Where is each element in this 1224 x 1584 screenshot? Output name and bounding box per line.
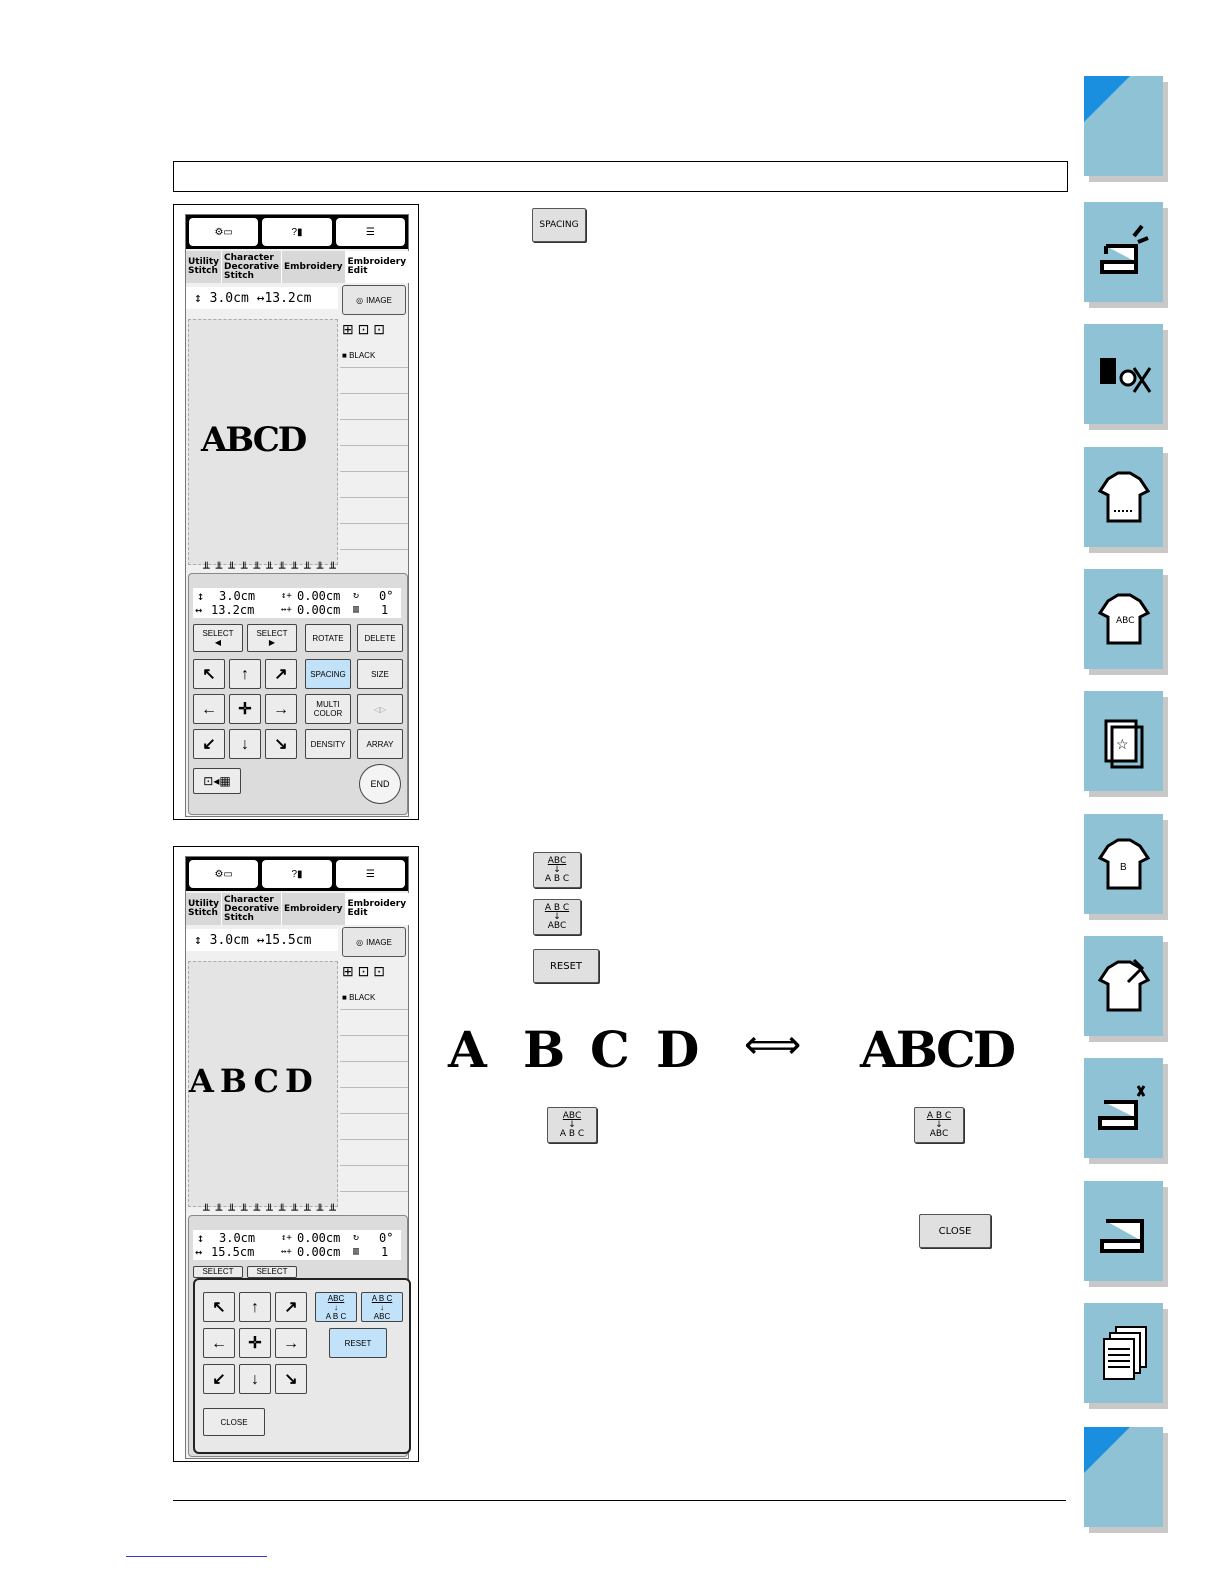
thread-color-list bbox=[340, 319, 408, 563]
height-icon: ↕ bbox=[194, 290, 210, 306]
info-width-icon: ↔ bbox=[195, 603, 203, 617]
info-height-icon: ↕ bbox=[197, 1231, 205, 1245]
spacing-key-callout: SPACING bbox=[532, 208, 586, 242]
size-width: 13.2cm bbox=[264, 290, 312, 306]
shirt-abc-icon bbox=[1094, 583, 1154, 655]
size-height: 3.0cm bbox=[209, 290, 249, 306]
svg-text:B: B bbox=[1120, 862, 1127, 873]
image-label: IMAGE bbox=[366, 295, 392, 305]
example-letter-c: C bbox=[590, 1020, 630, 1079]
chapter-tab-contents[interactable] bbox=[1084, 76, 1163, 176]
tab-utility-stitch[interactable]: Utility Stitch bbox=[186, 893, 222, 925]
sewing-machine-hand-icon bbox=[1094, 216, 1154, 288]
move-down-right-button[interactable]: ↘ bbox=[265, 729, 297, 759]
info-width-icon: ↔ bbox=[195, 1245, 203, 1259]
shirt-icon bbox=[1094, 461, 1154, 533]
move-right-button[interactable]: → bbox=[275, 1328, 307, 1358]
color-row-divider bbox=[340, 549, 408, 550]
width-icon: ↔ bbox=[248, 932, 265, 948]
move-left-button[interactable]: ← bbox=[203, 1328, 235, 1358]
lcd-screen-1 bbox=[185, 214, 409, 817]
move-up-right-button[interactable]: ↗ bbox=[265, 659, 297, 689]
image-label: IMAGE bbox=[366, 937, 392, 947]
move-up-left-button[interactable]: ↖ bbox=[203, 1292, 235, 1322]
thread-color-label: BLACK bbox=[349, 993, 376, 1002]
chapter-tab-embroidery-edit[interactable] bbox=[1084, 814, 1163, 914]
color-row-divider bbox=[340, 1139, 408, 1140]
info-width: 13.2cm bbox=[211, 603, 255, 617]
image-button[interactable] bbox=[342, 285, 406, 315]
hoop-size-icons: ⊞ ⊡ ⊡ bbox=[342, 963, 385, 979]
info-count: 1 bbox=[381, 603, 389, 617]
hoop-icon: ◎ bbox=[356, 295, 364, 305]
sewing-machine-icon bbox=[1094, 1195, 1154, 1267]
pattern-text: ABCD bbox=[189, 1062, 319, 1100]
chapter-tab-threads[interactable] bbox=[1084, 324, 1163, 424]
stitch-presser-icon[interactable]: ⚙▭ bbox=[189, 218, 258, 246]
move-down-left-button[interactable]: ↙ bbox=[193, 729, 225, 759]
double-arrow-icon: ⟺ bbox=[744, 1022, 802, 1068]
color-row-divider bbox=[340, 1113, 408, 1114]
chapter-tab-maintenance[interactable] bbox=[1084, 1058, 1163, 1158]
tab-embroidery[interactable]: Embroidery bbox=[282, 893, 346, 925]
color-row-divider bbox=[340, 1087, 408, 1088]
spacing-dialog bbox=[193, 1278, 411, 1454]
size-button[interactable]: SIZE bbox=[357, 659, 403, 689]
spacing-narrower-key-callout: A B C ↓ ABC bbox=[533, 899, 581, 935]
array-button[interactable]: ARRAY bbox=[357, 729, 403, 759]
spacing-narrower-button[interactable]: A B C ↓ ABC bbox=[361, 1292, 403, 1322]
move-right-button[interactable]: → bbox=[265, 694, 297, 724]
ruler-ticks: ╨╨╨╨╨╨╨╨╨╨╨ bbox=[203, 1204, 342, 1217]
control-panel-1 bbox=[188, 562, 408, 815]
color-row-divider bbox=[340, 1165, 408, 1166]
thread-spool-icon bbox=[1094, 338, 1154, 410]
top-icon-bar bbox=[186, 857, 408, 891]
pattern-info-box bbox=[193, 1230, 401, 1260]
embroidery-frame-icon[interactable]: ⊡◂▦ bbox=[193, 768, 241, 794]
chapter-tab-appendix[interactable] bbox=[1084, 1303, 1163, 1403]
reset-button[interactable]: RESET bbox=[329, 1328, 387, 1358]
info-horizontal-offset-icon: ↔+ bbox=[281, 605, 292, 615]
svg-text:ABC: ABC bbox=[1116, 616, 1135, 626]
select-prev-button: SELECT bbox=[193, 1266, 243, 1278]
density-button[interactable]: DENSITY bbox=[305, 729, 351, 759]
spacing-narrower-key-example: A B C ↓ ABC bbox=[914, 1107, 964, 1143]
corner-marker-icon bbox=[1084, 76, 1130, 122]
tab-character-decorative[interactable]: Character Decorative Stitch bbox=[222, 893, 282, 925]
info-x-offset: 0.00cm bbox=[297, 603, 341, 617]
tab-embroidery-edit[interactable]: Embroidery Edit bbox=[346, 251, 410, 283]
info-count: 1 bbox=[381, 1245, 389, 1259]
settings-page-icon[interactable]: ☰ bbox=[336, 860, 405, 888]
multi-color-button[interactable]: MULTI COLOR bbox=[305, 694, 351, 724]
height-icon: ↕ bbox=[194, 932, 210, 948]
top-icon-bar bbox=[186, 215, 408, 249]
color-row-divider bbox=[340, 1009, 408, 1010]
embroidery-hoop-icon bbox=[1094, 705, 1154, 777]
example-letter-a: A bbox=[448, 1020, 487, 1079]
chapter-tab-character-shirt[interactable] bbox=[1084, 569, 1163, 669]
shirt-edit-icon bbox=[1094, 828, 1154, 900]
info-width: 15.5cm bbox=[211, 1245, 255, 1259]
mode-tabs bbox=[186, 893, 408, 925]
machine-cleaning-icon bbox=[1094, 1072, 1154, 1144]
info-y-offset: 0.00cm bbox=[297, 1231, 341, 1245]
bottom-link-underline[interactable] bbox=[126, 1556, 267, 1557]
section-header-box bbox=[173, 161, 1068, 192]
move-center-button[interactable]: ✛ bbox=[239, 1328, 271, 1358]
move-down-button[interactable]: ↓ bbox=[229, 729, 261, 759]
info-angle: 0° bbox=[379, 1231, 394, 1245]
reset-key-callout: RESET bbox=[533, 949, 599, 983]
move-up-left-button[interactable]: ↖ bbox=[193, 659, 225, 689]
pattern-display-area bbox=[188, 319, 338, 565]
chapter-tab-hoop[interactable] bbox=[1084, 691, 1163, 791]
move-up-button[interactable]: ↑ bbox=[229, 659, 261, 689]
example-letter-b: B bbox=[523, 1020, 566, 1079]
info-angle: 0° bbox=[379, 589, 394, 603]
footer-rule bbox=[173, 1500, 1066, 1501]
stitch-count-icon: ▥ bbox=[353, 604, 360, 615]
chapter-tab-my-custom[interactable] bbox=[1084, 936, 1163, 1036]
color-row-divider bbox=[340, 1191, 408, 1192]
thread-color-black: ■ BLACK bbox=[342, 351, 376, 360]
pattern-display-area bbox=[188, 961, 338, 1207]
color-row-divider bbox=[340, 419, 408, 420]
color-row-divider bbox=[340, 523, 408, 524]
info-vertical-offset-icon: ↕+ bbox=[281, 591, 292, 601]
settings-page-icon[interactable]: ☰ bbox=[336, 218, 405, 246]
svg-text:☆: ☆ bbox=[1116, 736, 1129, 752]
info-height: 3.0cm bbox=[219, 1231, 256, 1245]
info-y-offset: 0.00cm bbox=[297, 589, 341, 603]
thread-color-label: BLACK bbox=[349, 351, 376, 360]
help-machine-icon[interactable]: ?▮ bbox=[262, 218, 331, 246]
pattern-text: ABCD bbox=[201, 420, 306, 460]
color-row-divider bbox=[340, 445, 408, 446]
info-height-icon: ↕ bbox=[197, 589, 205, 603]
spacing-wider-key-callout: ABC ↓ A B C bbox=[533, 852, 581, 888]
mirror-image-button[interactable]: ◁▷ bbox=[357, 694, 403, 724]
tab-embroidery[interactable]: Embroidery bbox=[282, 251, 346, 283]
corner-marker-icon bbox=[1084, 1427, 1130, 1473]
color-row-divider bbox=[340, 471, 408, 472]
thread-color-black: ■ BLACK bbox=[342, 993, 376, 1002]
hoop-size-icons: ⊞ ⊡ ⊡ bbox=[342, 321, 385, 337]
move-up-button[interactable]: ↑ bbox=[239, 1292, 271, 1322]
image-button[interactable] bbox=[342, 927, 406, 957]
stitch-presser-icon[interactable]: ⚙▭ bbox=[189, 860, 258, 888]
lcd-screen-2 bbox=[185, 856, 409, 1459]
move-down-left-button[interactable]: ↙ bbox=[203, 1364, 235, 1394]
move-up-right-button[interactable]: ↗ bbox=[275, 1292, 307, 1322]
size-width: 15.5cm bbox=[264, 932, 312, 948]
width-icon: ↔ bbox=[248, 290, 265, 306]
example-word-narrow: ABCD bbox=[860, 1020, 1014, 1079]
mode-tabs bbox=[186, 251, 408, 283]
end-button[interactable]: END bbox=[359, 764, 401, 804]
shirt-pen-icon bbox=[1094, 950, 1154, 1022]
info-x-offset: 0.00cm bbox=[297, 1245, 341, 1259]
control-panel-2 bbox=[188, 1204, 408, 1457]
info-horizontal-offset-icon: ↔+ bbox=[281, 1247, 292, 1257]
stitch-count-icon: ▥ bbox=[353, 1246, 360, 1257]
info-vertical-offset-icon: ↕+ bbox=[281, 1233, 292, 1243]
move-down-button[interactable]: ↓ bbox=[239, 1364, 271, 1394]
color-row-divider bbox=[340, 393, 408, 394]
size-height: 3.0cm bbox=[209, 932, 249, 948]
thread-color-list bbox=[340, 961, 408, 1205]
close-button[interactable]: CLOSE bbox=[203, 1408, 265, 1436]
hoop-icon: ◎ bbox=[356, 937, 364, 947]
rotate-angle-icon: ↻ bbox=[353, 590, 360, 601]
close-key-callout: CLOSE bbox=[919, 1214, 991, 1248]
chapter-tab-machine-outline[interactable] bbox=[1084, 1181, 1163, 1281]
chapter-tab-shirt[interactable] bbox=[1084, 447, 1163, 547]
example-letter-d: D bbox=[656, 1020, 700, 1079]
spacing-wider-key-example: ABC ↓ A B C bbox=[547, 1107, 597, 1143]
move-left-button[interactable]: ← bbox=[193, 694, 225, 724]
chapter-tab-machine[interactable] bbox=[1084, 202, 1163, 302]
pattern-size-bar bbox=[186, 929, 338, 951]
screen-panel-1 bbox=[173, 204, 419, 820]
move-down-right-button[interactable]: ↘ bbox=[275, 1364, 307, 1394]
select-prev-button[interactable]: SELECT ◀ bbox=[193, 624, 243, 652]
rotate-button[interactable]: ROTATE bbox=[305, 624, 351, 652]
color-row-divider bbox=[340, 367, 408, 368]
ruler-ticks: ╨╨╨╨╨╨╨╨╨╨╨ bbox=[203, 562, 342, 575]
select-next-button[interactable]: SELECT ▶ bbox=[247, 624, 297, 652]
pattern-info-box bbox=[193, 588, 401, 618]
color-row-divider bbox=[340, 497, 408, 498]
tab-utility-stitch[interactable]: Utility Stitch bbox=[186, 251, 222, 283]
info-height: 3.0cm bbox=[219, 589, 256, 603]
spacing-button[interactable]: SPACING bbox=[305, 659, 351, 689]
tab-embroidery-edit[interactable]: Embroidery Edit bbox=[346, 893, 410, 925]
color-row-divider bbox=[340, 1035, 408, 1036]
chapter-tab-index[interactable] bbox=[1084, 1427, 1163, 1527]
move-center-button[interactable]: ✛ bbox=[229, 694, 261, 724]
spacing-wider-button[interactable]: ABC ↓ A B C bbox=[315, 1292, 357, 1322]
screen-panel-2 bbox=[173, 846, 419, 1462]
delete-button[interactable]: DELETE bbox=[357, 624, 403, 652]
pattern-size-bar bbox=[186, 287, 338, 309]
document-pages-icon bbox=[1094, 1317, 1154, 1389]
tab-character-decorative[interactable]: Character Decorative Stitch bbox=[222, 251, 282, 283]
color-row-divider bbox=[340, 1061, 408, 1062]
rotate-angle-icon: ↻ bbox=[353, 1232, 360, 1243]
help-machine-icon[interactable]: ?▮ bbox=[262, 860, 331, 888]
select-next-button: SELECT bbox=[247, 1266, 297, 1278]
